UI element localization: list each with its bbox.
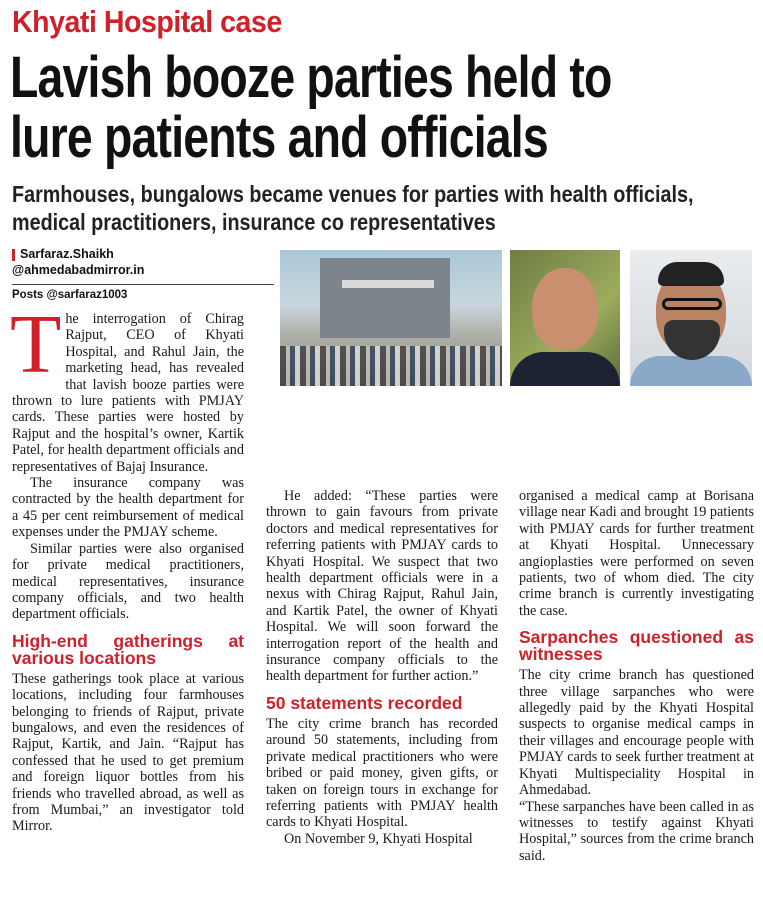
section-heading: 50 statements recorded bbox=[266, 692, 463, 713]
subheadline: Farmhouses, bungalows became venues for parties with health officials, medical practitioners, insurance co representatives bbox=[12, 181, 694, 235]
lead-text: he interrogation of Chirag Rajput, CEO of Khyati Hospital, and Rahul Jain, the marketing head, has revealed that lavish booze parties were thrown to lure patients with PMJAY cards. These parties were hosted by Rajput and the hospital’s owner, Kartik Patel, for health department officials and representatives of Bajaj Insurance. bbox=[12, 311, 244, 475]
paragraph: These gatherings took place at various locations, including four farmhouses belonging to friends of Rajput, private bungalows, and even the residences of Rajput, Kartik, and Jain. “Rajput has confessed that he used to get premium and foreign liquor bottles from his friends who travelled abroad, as well as from Mumbai,” an investigator told Mirror. bbox=[12, 670, 244, 835]
paragraph: Similar parties were also organised for private medical practitioners, medical representatives, insurance company officials, and two health department officials. bbox=[12, 540, 244, 623]
author-name: Sarfaraz.Shaikh bbox=[20, 247, 114, 261]
author-email[interactable]: @ahmedabadmirror.in bbox=[12, 263, 145, 277]
hair bbox=[658, 262, 724, 286]
drop-cap: T bbox=[10, 298, 62, 391]
headline: Lavish booze parties held to lure patients and officials bbox=[10, 45, 612, 170]
paragraph: On November 9, Khyati Hospital bbox=[284, 830, 473, 847]
paragraph: The insurance company was contracted by the health department for a 45 per cent reimbursement of medical expenses under the PMJAY scheme. bbox=[12, 475, 244, 541]
lead-paragraph bbox=[10, 298, 244, 475]
article-column-2 bbox=[266, 488, 498, 847]
hospital-sign bbox=[342, 280, 434, 288]
article-column-3 bbox=[519, 488, 754, 864]
section-heading: High-end gatherings at various locations bbox=[12, 630, 244, 668]
hospital-crowd-photo bbox=[280, 250, 502, 386]
portrait-photo-man-glasses bbox=[630, 250, 752, 386]
paragraph: organised a medical camp at Borisana village near Kadi and brought 19 patients with PMJAY cards for further treatment at Khyati Hospital. Unnecessary angioplasties were performed on seven patients, two of whom died. The city crime branch is currently investigating the case. bbox=[519, 488, 754, 619]
crowd bbox=[280, 346, 502, 386]
glasses bbox=[662, 298, 722, 310]
paragraph: He added: “These parties were thrown to gain favours from private doctors and medical representatives for referring patients with PMJAY cards to Khyati Hospital. We suspect that two health department officials were in a nexus with Chirag Rajput, Rahul Jain, and Kartik Patel, the owner of Khyati Hospital. We will soon forward the interrogation report of the health and insurance company officials to the health department for further action.” bbox=[266, 488, 498, 685]
byline bbox=[12, 246, 274, 285]
author-social-handle[interactable]: Posts @sarfaraz1003 bbox=[12, 289, 128, 301]
paragraph: “These sarpanches have been called in as witnesses to testify against Khyati Hospital,” sources from the crime branch said. bbox=[519, 798, 754, 864]
article-column-1 bbox=[10, 298, 244, 835]
paragraph: The city crime branch has recorded around 50 statements, including from private medical practitioners who were bribed or paid money, given gifts, or taken on foreign tours in exchange for referring patients with PMJAY health cards to Khyati Hospital. bbox=[266, 715, 498, 831]
beard bbox=[664, 320, 720, 360]
shirt bbox=[630, 356, 752, 386]
photo-strip bbox=[280, 250, 752, 386]
hospital-building bbox=[320, 258, 450, 338]
byline-accent-bar bbox=[12, 249, 15, 261]
face bbox=[532, 268, 598, 350]
suit bbox=[510, 352, 620, 386]
section-heading: Sarpanches questioned as witnesses bbox=[519, 627, 754, 665]
paragraph: The city crime branch has questioned three village sarpanches who were allegedly paid by the Khyati Hospital suspects to organise medical camps in their villages and encourage people with PMJAY cards to seek further treatment at Khyati Multispeciality Hospital in Ahmedabad. bbox=[519, 667, 754, 799]
portrait-photo-man-suit bbox=[510, 250, 620, 386]
section-kicker: Khyati Hospital case bbox=[12, 4, 282, 39]
byline-divider bbox=[12, 284, 274, 285]
